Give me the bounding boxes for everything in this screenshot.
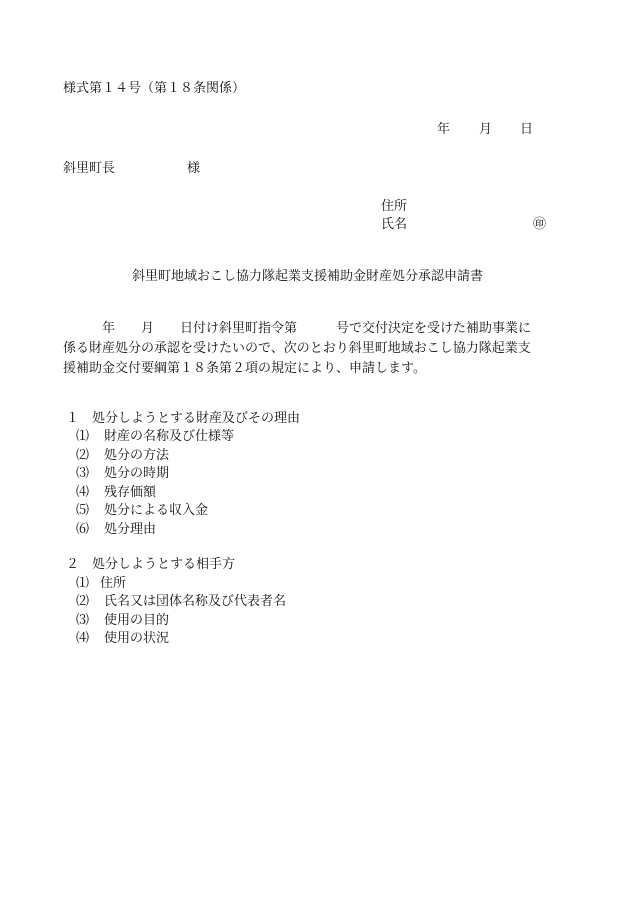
section-1-item bbox=[76, 521, 156, 539]
body-line-2: 係る財産処分の承認を受けたいので、次のとおり斜里町地域おこし協力隊起業支 bbox=[63, 341, 531, 356]
item-label: 処分による収入金 bbox=[104, 503, 209, 518]
item-number: ⑴ bbox=[76, 429, 90, 444]
document-title: 斜里町地域おこし協力隊起業支援補助金財産処分承認申請書 bbox=[132, 269, 484, 284]
item-number: ⑹ bbox=[76, 522, 90, 537]
item-number: ⑷ bbox=[76, 485, 90, 500]
applicant-address-label: 住所 bbox=[381, 199, 408, 214]
section-1-item bbox=[76, 447, 169, 465]
date-year-label: 年 bbox=[437, 122, 451, 137]
section-2-item bbox=[76, 630, 169, 648]
body-line-1: 年 月 日付け斜里町指令第 号で交付決定を受けた補助事業に bbox=[63, 321, 532, 336]
item-label: 使用の状況 bbox=[104, 631, 170, 646]
section-1-item bbox=[76, 484, 156, 502]
item-label: 処分の方法 bbox=[104, 448, 170, 463]
date-day-label: 日 bbox=[520, 122, 534, 137]
item-label: 処分理由 bbox=[104, 522, 157, 537]
item-number: ⑶ bbox=[76, 613, 90, 628]
section-1-item bbox=[76, 428, 234, 446]
addressee-name: 斜里町長 bbox=[63, 161, 116, 176]
item-label: 住所 bbox=[100, 576, 127, 591]
body-paragraph bbox=[63, 319, 563, 379]
item-number: ⑴ bbox=[76, 576, 90, 591]
section-2-item bbox=[76, 593, 286, 611]
item-label: 残存価額 bbox=[104, 485, 157, 500]
item-number: ⑵ bbox=[76, 448, 90, 463]
section-2-item bbox=[76, 612, 169, 630]
body-line-3: 援補助金交付要綱第１８条第２項の規定により、申請します。 bbox=[63, 361, 426, 376]
applicant-name-label: 氏名 bbox=[381, 217, 408, 232]
addressee-honorific: 様 bbox=[187, 161, 201, 176]
item-number: ⑶ bbox=[76, 466, 90, 481]
item-number: ⑷ bbox=[76, 631, 90, 646]
item-number: ⑸ bbox=[76, 503, 90, 518]
seal-mark: ㊞ bbox=[533, 217, 547, 232]
section-2-item bbox=[76, 575, 126, 593]
item-label: 使用の目的 bbox=[104, 613, 170, 628]
form-number: 様式第１４号（第１８条関係） bbox=[63, 81, 246, 96]
item-label: 財産の名称及び仕様等 bbox=[104, 429, 235, 444]
item-label: 処分の時期 bbox=[104, 466, 170, 481]
section-1-item bbox=[76, 502, 208, 520]
section-2-title: ２ 処分しようとする相手方 bbox=[66, 557, 236, 572]
date-month-label: 月 bbox=[479, 122, 493, 137]
item-label: 氏名又は団体名称及び代表者名 bbox=[104, 594, 287, 609]
section-1-item bbox=[76, 465, 169, 483]
section-1-title: １ 処分しようとする財産及びその理由 bbox=[66, 411, 301, 426]
item-number: ⑵ bbox=[76, 594, 90, 609]
